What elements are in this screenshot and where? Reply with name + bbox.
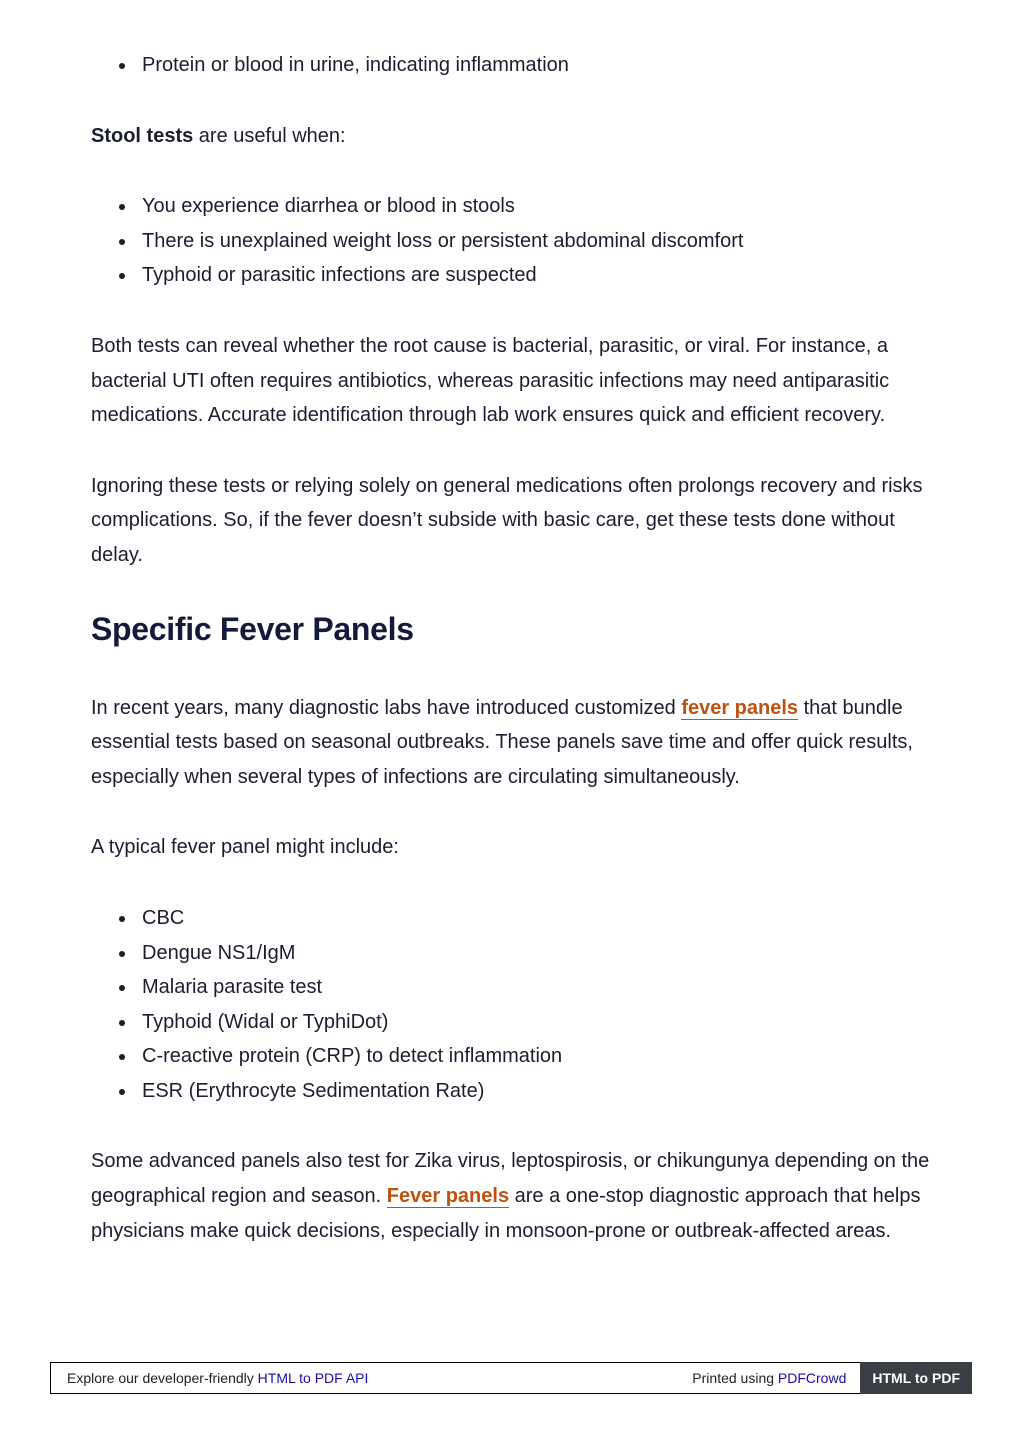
bullet-icon (119, 204, 125, 210)
list-item: Typhoid (Widal or TyphiDot) (91, 1005, 936, 1040)
paragraph-ignoring-tests: Ignoring these tests or relying solely on general medications often prolongs recovery and risks complications. So, if the fever doesn’t subside with basic care, get these tests done without delay. (91, 474, 923, 566)
footer-explore: Explore our developer-friendly HTML to PDF API (67, 1370, 369, 1386)
fever-panels-link-2[interactable]: Fever panels (386, 1185, 510, 1208)
bullet-icon (119, 1054, 125, 1060)
list-item: Typhoid or parasitic infections are suspected (91, 258, 936, 293)
pdfcrowd-footer (50, 1362, 972, 1394)
list-item: Malaria parasite test (91, 970, 936, 1005)
fever-panel-list (91, 901, 936, 1109)
paragraph-advanced-panels: Some advanced panels also test for Zika virus, leptospirosis, or chikungunya depending on the geographical region and season. Fever panels are a one-stop diagnostic approach that helps physicians make quick decisions, especially in monsoon-prone or outbreak-affected areas. (91, 1150, 930, 1242)
stool-tests-label: Stool tests (91, 124, 194, 147)
list-item: Dengue NS1/IgM (91, 936, 936, 971)
stool-test-list (91, 189, 936, 293)
list-item: C-reactive protein (CRP) to detect inflammation (91, 1039, 936, 1074)
list-item: ESR (Erythrocyte Sedimentation Rate) (91, 1074, 936, 1109)
panel-intro: A typical fever panel might include: (91, 836, 399, 859)
bullet-icon (119, 1089, 125, 1095)
paragraph-recent-years: In recent years, many diagnostic labs have introduced customized fever panels that bundle essential tests based on seasonal outbreaks. These panels save time and offer quick results, especially when several types of infections are circulating simultaneously. (91, 696, 913, 788)
paragraph-both-tests: Both tests can reveal whether the root cause is bacterial, parasitic, or viral. For instance, a bacterial UTI often requires antibiotics, whereas parasitic infections may need antiparasitic medications. Accurate identification through lab work ensures quick and efficient recovery. (91, 334, 890, 427)
article-content (91, 48, 936, 1284)
pdfcrowd-link[interactable]: PDFCrowd (777, 1370, 847, 1386)
list-item: You experience diarrhea or blood in stools (91, 189, 936, 224)
section-heading: Specific Fever Panels (91, 610, 414, 647)
html-to-pdf-badge[interactable]: HTML to PDF (860, 1362, 972, 1394)
urine-test-list (91, 48, 936, 83)
bullet-icon (119, 1020, 125, 1026)
html-to-pdf-api-link[interactable]: HTML to PDF API (257, 1370, 369, 1386)
footer-printed: Printed using PDFCrowd (692, 1370, 847, 1386)
bullet-icon (119, 916, 125, 922)
fever-panels-link[interactable]: fever panels (681, 696, 799, 719)
bullet-icon (119, 63, 125, 69)
list-item: CBC (91, 901, 936, 936)
stool-tests-intro: Stool tests are useful when: (91, 124, 346, 147)
bullet-icon (119, 239, 125, 245)
list-item: There is unexplained weight loss or persistent abdominal discomfort (91, 224, 936, 259)
list-item: Protein or blood in urine, indicating inflammation (91, 48, 936, 83)
bullet-icon (119, 951, 125, 957)
bullet-icon (119, 985, 125, 991)
bullet-icon (119, 273, 125, 279)
